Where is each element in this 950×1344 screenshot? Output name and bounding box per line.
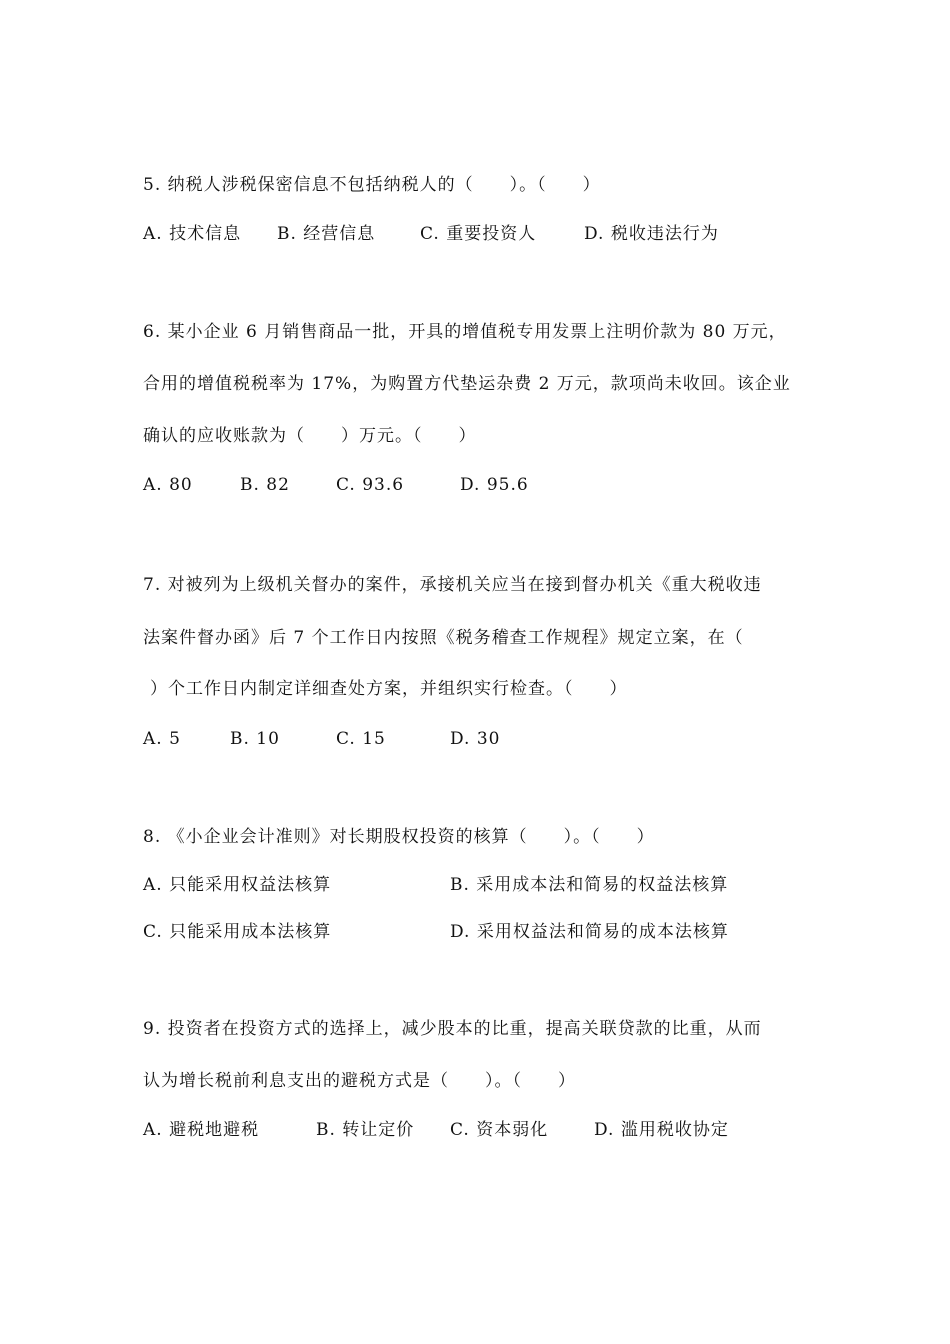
question-8-stem: 8. 《小企业会计准则》对长期股权投资的核算（ ）。（ ）	[143, 827, 655, 847]
question-8-option-d: D. 采用权益法和简易的成本法核算	[450, 922, 729, 942]
question-5-stem: 5. 纳税人涉税保密信息不包括纳税人的（ ）。（ ）	[143, 175, 601, 195]
question-9-option-d: D. 滥用税收协定	[594, 1120, 729, 1140]
question-7-stem-line-1: 7. 对被列为上级机关督办的案件，承接机关应当在接到督办机关《重大税收违	[143, 575, 762, 595]
question-8-option-a: A. 只能采用权益法核算	[143, 875, 332, 895]
question-5-option-c: C. 重要投资人	[420, 224, 537, 244]
question-7-stem-line-2: 法案件督办函》后 7 个工作日内按照《税务稽查工作规程》规定立案，在（	[143, 628, 744, 648]
question-7-option-a: A. 5	[143, 729, 181, 749]
question-8-option-b: B. 采用成本法和简易的权益法核算	[450, 875, 729, 895]
question-6-option-b: B. 82	[240, 475, 290, 495]
question-9-option-b: B. 转让定价	[316, 1120, 415, 1140]
question-6-option-c: C. 93.6	[336, 475, 405, 495]
question-9-stem-line-1: 9. 投资者在投资方式的选择上，减少股本的比重，提高关联贷款的比重，从而	[143, 1019, 762, 1039]
question-6-stem-line-2: 合用的增值税税率为 17%，为购置方代垫运杂费 2 万元，款项尚未收回。该企业	[143, 374, 791, 394]
question-6-option-d: D. 95.6	[460, 475, 529, 495]
question-7-option-d: D. 30	[450, 729, 501, 749]
question-9-option-c: C. 资本弱化	[450, 1120, 549, 1140]
question-6-stem-line-3: 确认的应收账款为（ ）万元。（ ）	[143, 426, 477, 446]
question-8-option-c: C. 只能采用成本法核算	[143, 922, 332, 942]
question-6-option-a: A. 80	[143, 475, 193, 495]
question-7-option-b: B. 10	[230, 729, 280, 749]
question-5-option-d: D. 税收违法行为	[584, 224, 719, 244]
question-5-option-a: A. 技术信息	[143, 224, 242, 244]
question-7-option-c: C. 15	[336, 729, 386, 749]
question-9-option-a: A. 避税地避税	[143, 1120, 260, 1140]
question-5-option-b: B. 经营信息	[277, 224, 376, 244]
question-9-stem-line-2: 认为增长税前利息支出的避税方式是（ ）。（ ）	[143, 1071, 576, 1091]
question-7-stem-line-3: ）个工作日内制定详细查处方案，并组织实行检查。（ ）	[150, 679, 628, 699]
question-6-stem-line-1: 6. 某小企业 6 月销售商品一批，开具的增值税专用发票上注明价款为 80 万元，	[143, 322, 787, 342]
